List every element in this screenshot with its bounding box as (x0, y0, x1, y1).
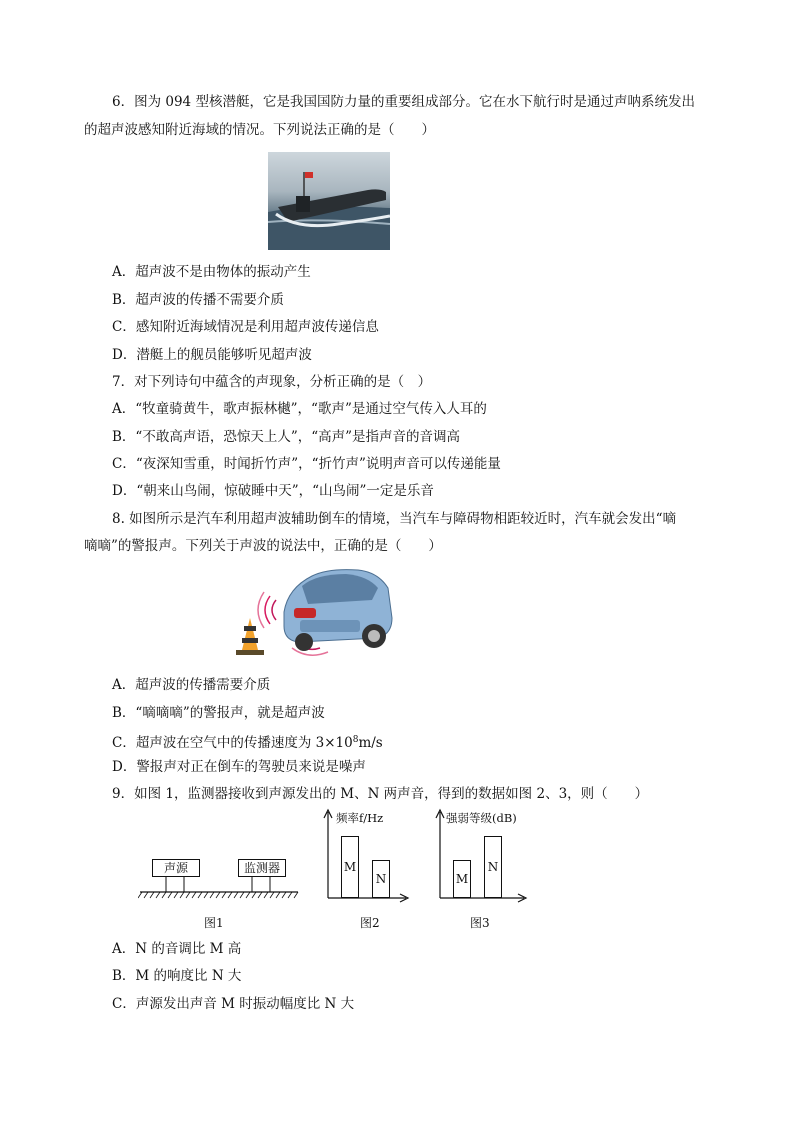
q7-stem: 7．对下列诗句中蕴含的声现象，分析正确的是（ ） (112, 374, 432, 390)
figure-2-bar-n-label: N (375, 872, 387, 886)
q9-option-b[interactable]: B．M 的响度比 N 大 (112, 968, 242, 984)
figure-2-bar-n (372, 860, 390, 898)
figure-1-caption: 图1 (204, 916, 224, 930)
monitor-box: 监测器 (238, 859, 286, 877)
q8-option-c-unit: m/s (358, 735, 383, 751)
figure-2-bar-m (341, 836, 359, 898)
figure-3-bar-n-label: N (487, 860, 499, 874)
q6-option-d[interactable]: D．潜艇上的舰员能够听见超声波 (112, 347, 312, 363)
q6-stem-line2: 的超声波感知附近海域的情况。下列说法正确的是（ ） (84, 122, 435, 138)
sound-source-box: 声源 (152, 859, 200, 877)
q6-stem-line1: 6．图为 094 型核潜艇，它是我国国防力量的重要组成部分。它在水下航行时是通过声呐系统发出 (112, 94, 695, 110)
q8-stem-line1: 8. 如图所示是汽车利用超声波辅助倒车的情境，当汽车与障碍物相距较近时，汽车就会发出“嘀 (112, 511, 677, 527)
q7-option-a[interactable]: A．“牧童骑黄牛，歌声振林樾”，“歌声”是通过空气传入人耳的 (112, 401, 487, 417)
q7-option-d[interactable]: D．“朝来山鸟闹，惊破睡中天”，“山鸟闹”一定是乐音 (112, 483, 434, 499)
q8-option-c[interactable] (112, 731, 383, 752)
figure-3-bar-m-label: M (455, 872, 469, 886)
q6-option-c[interactable]: C．感知附近海域情况是利用超声波传递信息 (112, 319, 379, 335)
q9-figures (138, 808, 538, 934)
q9-option-a[interactable]: A．N 的音调比 M 高 (112, 941, 242, 957)
q8-stem-line2: 嘀嘀”的警报声。下列关于声波的说法中，正确的是（ ） (84, 538, 442, 554)
q9-option-c[interactable]: C．声源发出声音 M 时振动幅度比 N 大 (112, 996, 355, 1012)
q8-option-a[interactable]: A．超声波的传播需要介质 (112, 677, 271, 693)
q6-option-b[interactable]: B．超声波的传播不需要介质 (112, 292, 284, 308)
q7-option-b[interactable]: B．“不敢高声语，恐惊天上人”，“高声”是指声音的音调高 (112, 429, 461, 445)
q9-stem: 9．如图 1，监测器接收到声源发出的 M、N 两声音，得到的数据如图 2、3，则（ ） (112, 786, 649, 802)
q6-option-a[interactable]: A．超声波不是由物体的振动产生 (112, 264, 311, 280)
figure-3-axis-title: 强弱等级(dB) (446, 811, 517, 825)
car-reversing-illustration (228, 562, 394, 666)
q8-option-c-exponent: 8 (352, 735, 359, 745)
submarine-photo (268, 152, 390, 250)
q8-option-d[interactable]: D．警报声对正在倒车的驾驶员来说是噪声 (112, 759, 366, 775)
figure-2-bar-m-label: M (343, 860, 357, 874)
figure-3-bar-n (484, 836, 502, 898)
figure-3-caption: 图3 (470, 916, 490, 930)
q8-option-c-text: C．超声波在空气中的传播速度为 3×10 (112, 735, 353, 751)
q8-option-b[interactable]: B．“嘀嘀嘀”的警报声，就是超声波 (112, 705, 325, 721)
figure-3-bar-m (453, 860, 471, 898)
figure-2-axis-title: 频率f/Hz (336, 811, 384, 825)
q7-option-c[interactable]: C．“夜深知雪重，时闻折竹声”，“折竹声”说明声音可以传递能量 (112, 456, 501, 472)
figure-2-caption: 图2 (360, 916, 380, 930)
